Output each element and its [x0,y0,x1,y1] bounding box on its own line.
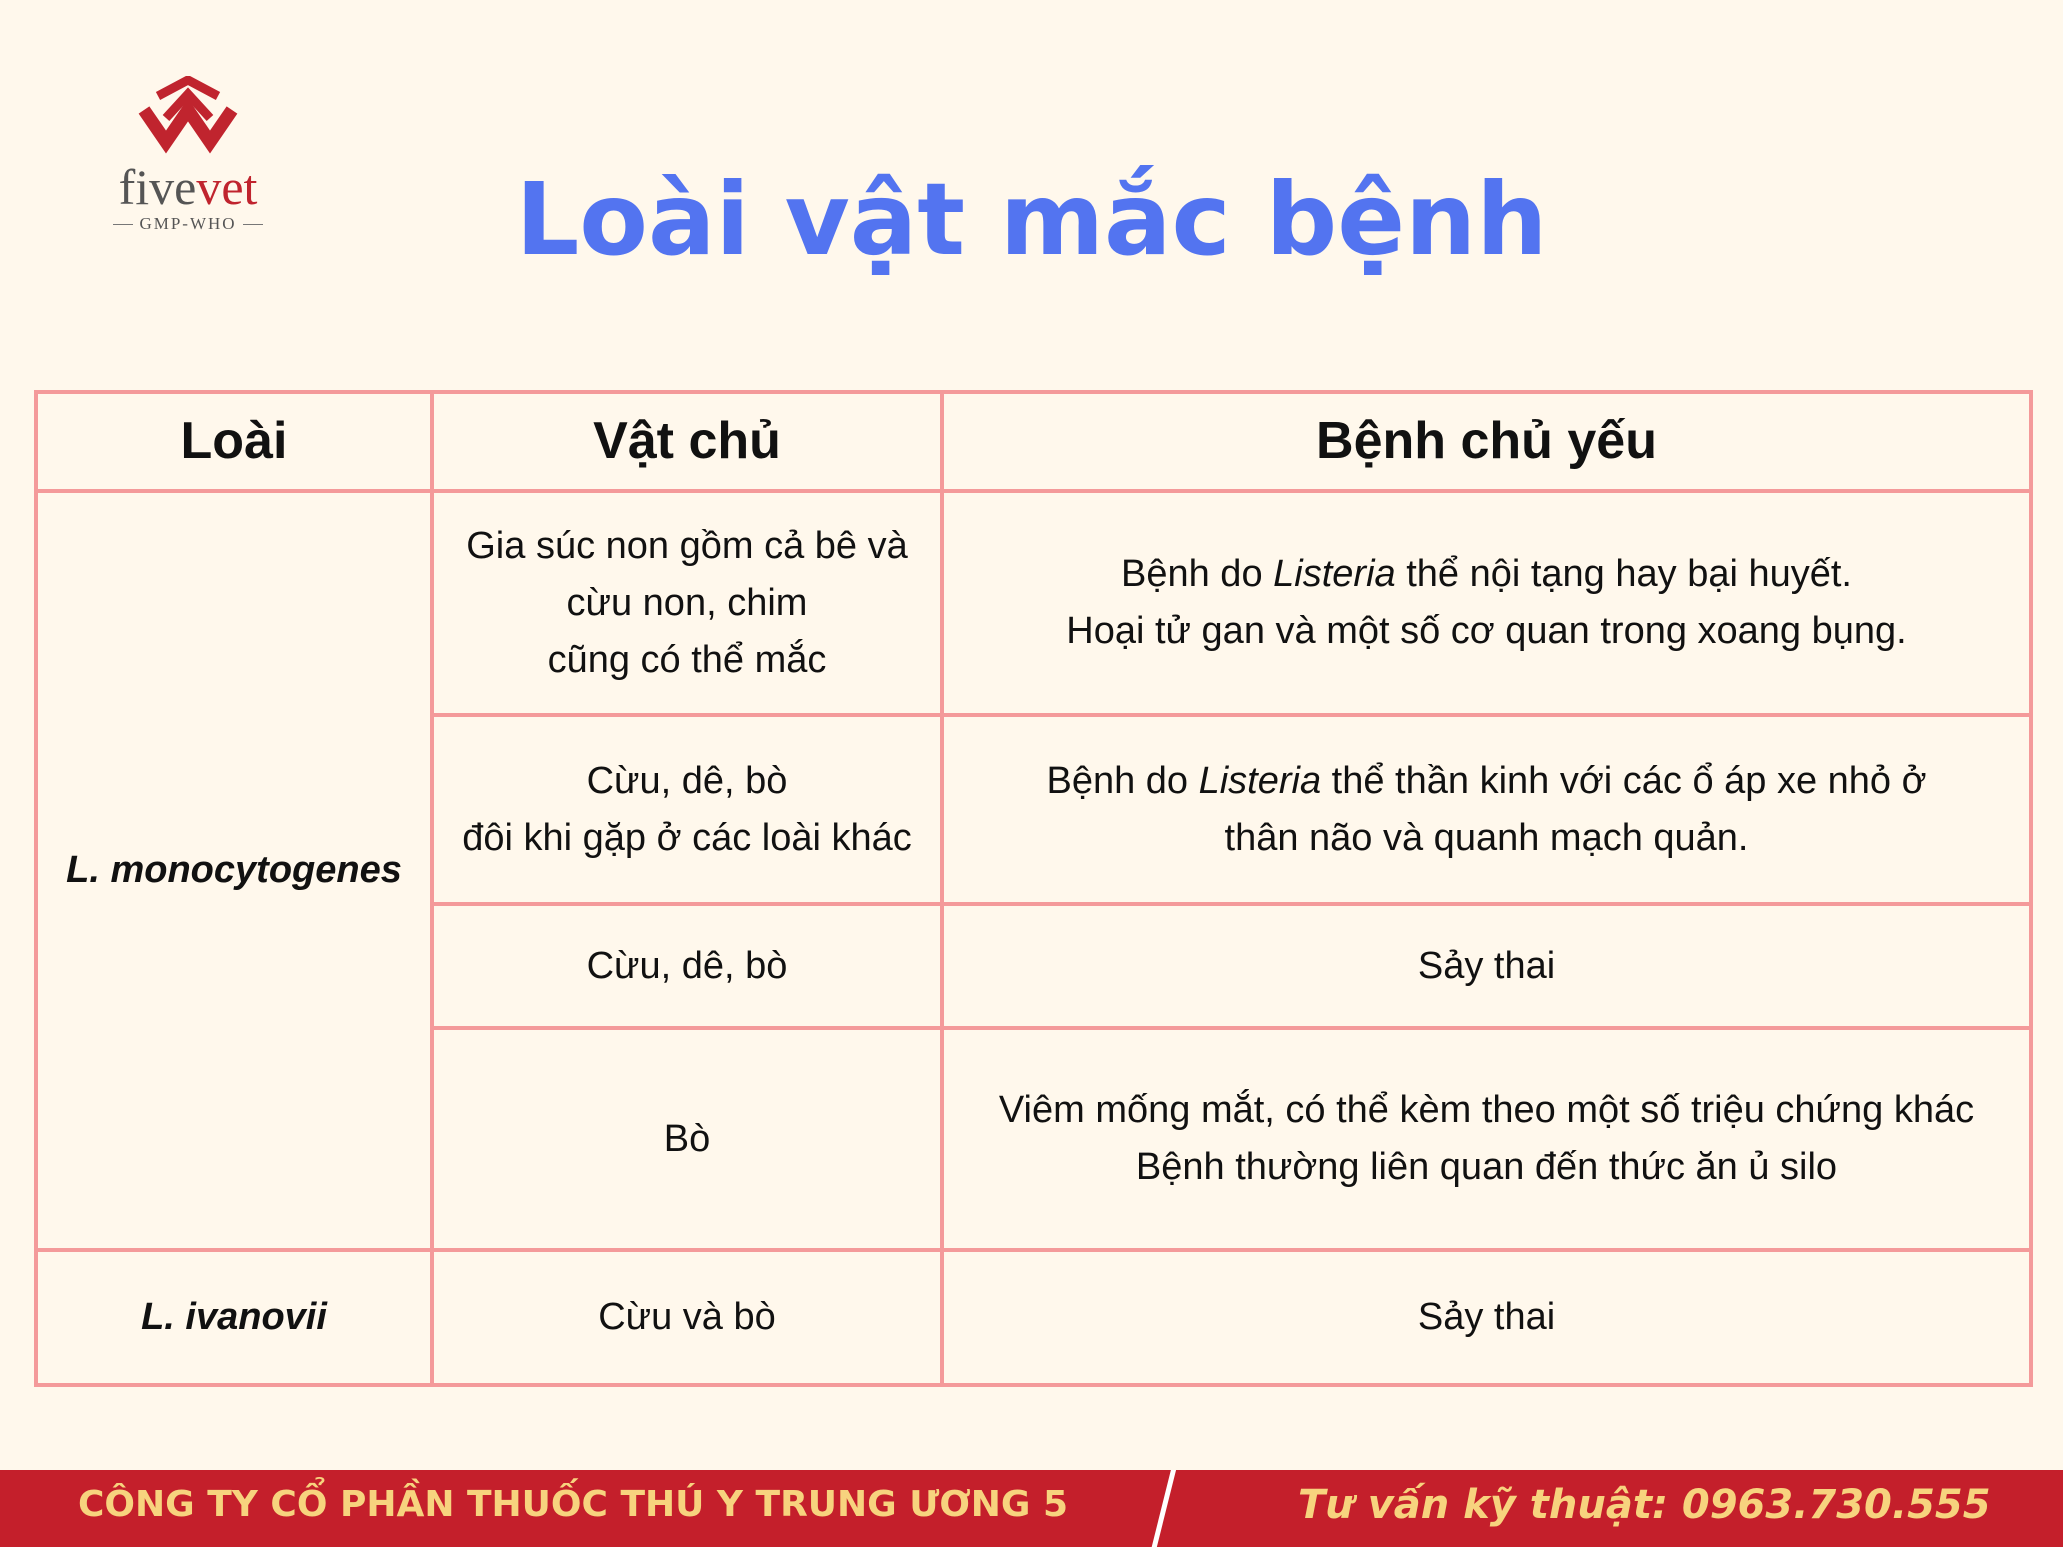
footer-contact: Tư vấn kỹ thuật: 0963.730.555 [1298,1482,1991,1528]
disease-cell: Sảy thai [942,904,2031,1028]
disease-cell: Viêm mống mắt, có thể kèm theo một số triệu chứng khác Bệnh thường liên quan đến thức ăn ủ silo [942,1028,2031,1250]
footer-company-name: CÔNG TY CỔ PHẦN THUỐC THÚ Y TRUNG ƯƠNG 5 [78,1484,1069,1525]
host-cell: Cừu và bò [432,1250,942,1385]
header-species: Loài [36,392,432,491]
footer-bar [0,1470,2063,1547]
header-disease: Bệnh chủ yếu [942,392,2031,491]
footer-divider [1148,1470,1177,1547]
host-cell: Cừu, dê, bò [432,904,942,1028]
host-cell: Gia súc non gồm cả bê và cừu non, chim cũng có thể mắc [432,491,942,715]
logo-subtitle: GMP-WHO [108,214,268,234]
host-cell: Cừu, dê, bò đôi khi gặp ở các loài khác [432,715,942,904]
page-title: Loài vật mắc bệnh [515,161,1548,278]
disease-table [34,390,2033,1387]
table-header-row [36,392,2031,491]
table-row [36,1250,2031,1385]
species-cell: L. monocytogenes [36,491,432,1250]
disease-cell: Bệnh do Listeria thể nội tạng hay bại huyết. Hoại tử gan và một số cơ quan trong xoang bụng. [942,491,2031,715]
fivevet-logo-mark-icon [108,76,268,162]
disease-cell: Sảy thai [942,1250,2031,1385]
host-cell: Bò [432,1028,942,1250]
species-cell: L. ivanovii [36,1250,432,1385]
table-row [36,491,2031,715]
logo-wordmark: fivevet [118,159,258,215]
disease-cell: Bệnh do Listeria thể thần kinh với các ổ áp xe nhỏ ở thân não và quanh mạch quản. [942,715,2031,904]
header-host: Vật chủ [432,392,942,491]
